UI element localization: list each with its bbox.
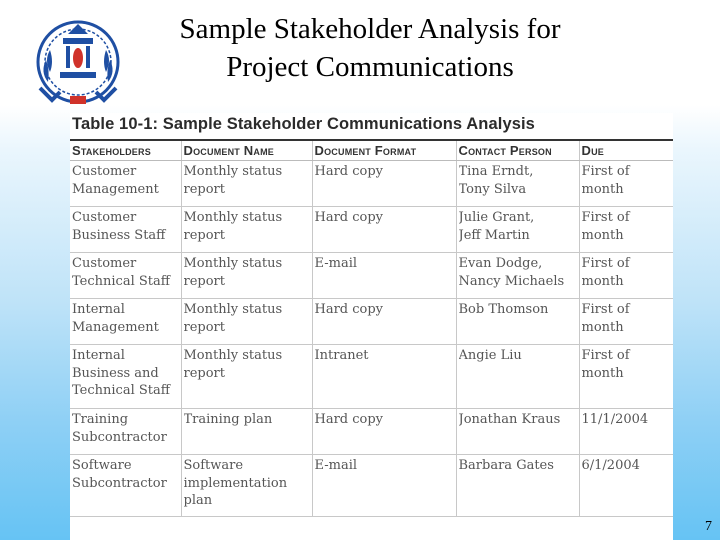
cell-text-line: month [581,273,624,289]
cell-text-line: Julie Grant, [458,210,535,225]
due-cell [579,299,673,345]
document-format-cell [312,299,456,345]
due-cell [579,161,673,207]
cell-text-line: Monthly status [183,256,283,271]
stakeholder-cell [70,345,181,409]
cell-text-line: Tina Erndt, [458,164,534,179]
table-row [70,161,673,207]
document-format-cell [312,161,456,207]
cell-text-line: Business and [72,365,159,381]
cell-text-line: Hard copy [314,412,384,427]
due-cell [579,409,673,455]
cell-text-line: report [183,319,225,335]
table-row [70,299,673,345]
cell-text-line: Intranet [314,348,369,363]
cell-text-line: Nancy Michaels [458,273,565,289]
header-document-name: Document Name [181,141,312,161]
stakeholder-cell [70,161,181,207]
cell-text-line: month [581,227,624,243]
cell-text-line: Monthly status [183,210,283,225]
cell-text-line: First of [581,348,630,363]
document-format-cell [312,207,456,253]
document-name-cell [181,455,312,517]
cell-text-line: Hard copy [314,210,384,225]
cell-text-line: Angie Liu [458,348,522,363]
document-format-cell [312,455,456,517]
cell-text-line: Training plan [183,412,273,427]
cell-text-line: Barbara Gates [458,458,554,473]
document-name-cell [181,345,312,409]
table-header-row [70,141,673,161]
header-stakeholders: Stakeholders [70,141,181,161]
due-cell [579,253,673,299]
contact-person-cell [456,345,579,409]
contact-person-cell [456,253,579,299]
document-name-cell [181,299,312,345]
cell-text-line: implementation [183,475,288,491]
due-cell [579,455,673,517]
cell-text-line: Customer [72,210,137,225]
document-name-cell [181,409,312,455]
cell-text-line: Management [72,319,159,335]
cell-text-line: Customer [72,164,137,179]
cell-text-line: report [183,273,225,289]
cell-text-line: Monthly status [183,164,283,179]
cell-text-line: plan [183,493,213,508]
document-format-cell [312,253,456,299]
due-cell [579,207,673,253]
contact-person-cell [456,455,579,517]
table-row [70,409,673,455]
cell-text-line: report [183,181,225,197]
stakeholder-cell [70,253,181,299]
cell-text-line: E-mail [314,458,358,473]
cell-text-line: Business Staff [72,227,166,243]
cell-text-line: Monthly status [183,302,283,317]
cell-text-line: Monthly status [183,348,283,363]
document-format-cell [312,409,456,455]
table-row [70,345,673,409]
stakeholder-cell [70,409,181,455]
cell-text-line: month [581,319,624,335]
cell-text-line: E-mail [314,256,358,271]
cell-text-line: Subcontractor [72,429,167,445]
cell-text-line: Jonathan Kraus [458,412,561,427]
table-body [70,161,673,517]
header-contact-person: Contact Person [456,141,579,161]
stakeholder-cell [70,299,181,345]
page-number: 7 [705,519,712,534]
cell-text-line: Software [183,458,244,473]
cell-text-line: Training [72,412,129,427]
table-caption: Table 10-1: Sample Stakeholder Communications Analysis [72,115,535,133]
cell-text-line: Subcontractor [72,475,167,491]
contact-person-cell [456,299,579,345]
contact-person-cell [456,207,579,253]
slide-title [120,10,620,86]
cell-text-line: Technical Staff [72,383,170,398]
stakeholder-cell [70,207,181,253]
cell-text-line: month [581,365,624,381]
cell-text-line: Bob Thomson [458,302,549,317]
cell-text-line: First of [581,210,630,225]
cell-text-line: 6/1/2004 [581,458,640,473]
document-format-cell [312,345,456,409]
table-row [70,455,673,517]
cell-text-line: Evan Dodge, [458,256,543,271]
cell-text-line: Internal [72,348,125,363]
cell-text-line: report [183,365,225,381]
table-row [70,207,673,253]
stakeholder-cell [70,455,181,517]
header-due: Due [579,141,673,161]
contact-person-cell [456,161,579,207]
cell-text-line: Management [72,181,159,197]
header-document-format: Document Format [312,141,456,161]
cell-text-line: 11/1/2004 [581,412,649,427]
document-name-cell [181,161,312,207]
cell-text-line: Hard copy [314,302,384,317]
table-row [70,253,673,299]
cell-text-line: Jeff Martin [458,227,530,243]
cell-text-line: First of [581,164,630,179]
due-cell [579,345,673,409]
cell-text-line: First of [581,302,630,317]
cell-text-line: Hard copy [314,164,384,179]
cell-text-line: Customer [72,256,137,271]
cell-text-line: Tony Silva [458,181,527,197]
stakeholder-table-panel [70,113,673,540]
slide-title-line-1: Sample Stakeholder Analysis for [179,13,561,45]
cell-text-line: month [581,181,624,197]
document-name-cell [181,207,312,253]
stakeholder-table [70,141,673,517]
slide-title-line-2: Project Communications [226,51,514,83]
cell-text-line: Internal [72,302,125,317]
cell-text-line: Software [72,458,132,473]
cell-text-line: First of [581,256,630,271]
cell-text-line: Technical Staff [72,273,170,289]
contact-person-cell [456,409,579,455]
cell-text-line: report [183,227,225,243]
document-name-cell [181,253,312,299]
